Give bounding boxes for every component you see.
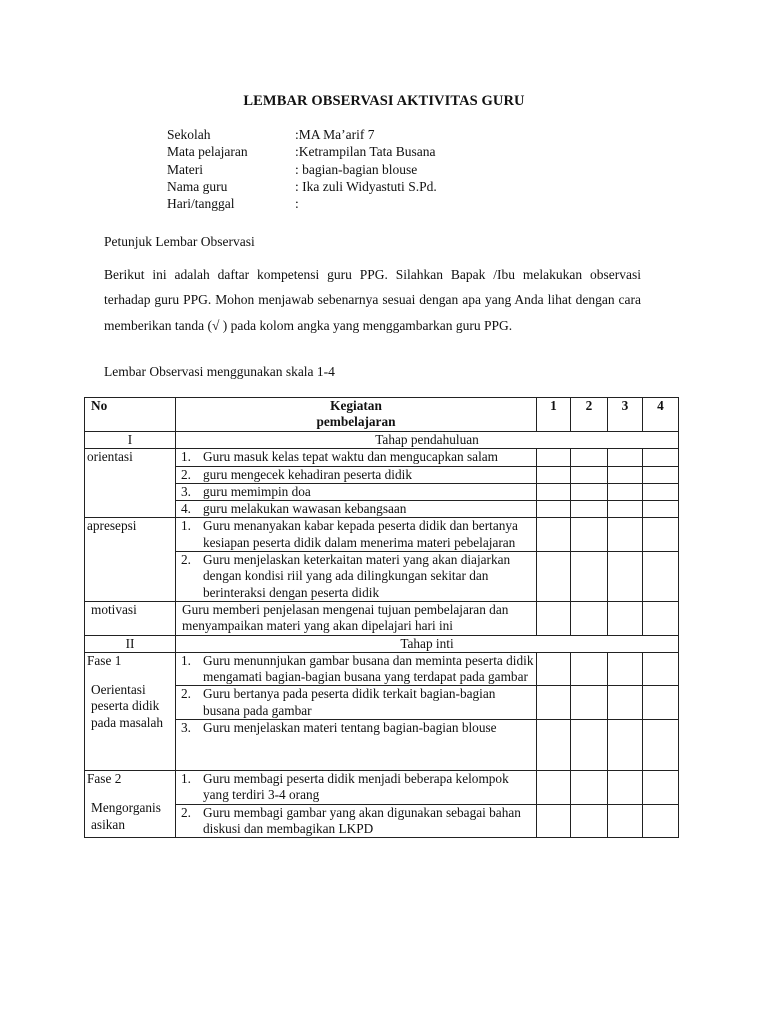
score-cell[interactable] [608, 449, 643, 466]
header-kegiatan-line1: Kegiatan [330, 398, 382, 413]
header-kegiatan-line2: pembelajaran [316, 414, 396, 430]
stage-label: Tahap pendahuluan [176, 432, 679, 449]
score-cell[interactable] [537, 771, 571, 805]
header-score-4: 4 [643, 398, 679, 432]
info-value: : [295, 196, 299, 212]
score-cell[interactable] [537, 804, 571, 838]
activity-item [176, 771, 537, 805]
item-number: 1. [181, 652, 191, 668]
activity-item [176, 449, 537, 466]
item-text: Guru menjelaskan materi tentang bagian-bagian blouse [203, 720, 497, 736]
stage-label: Tahap inti [176, 635, 679, 652]
score-cell[interactable] [537, 552, 571, 602]
stage-number: I [85, 432, 176, 449]
score-cell[interactable] [643, 652, 679, 686]
info-label: Mata pelajaran [167, 144, 248, 160]
info-block [167, 126, 437, 212]
score-cell[interactable] [608, 466, 643, 483]
item-text: guru mengecek kehadiran peserta didik [203, 466, 412, 482]
item-text: Guru menjelaskan keterkaitan materi yang akan diajarkan dengan kondisi riil yang ada dilingkungan sekitar dan berinteraksi dengan peserta didik [203, 552, 511, 600]
info-value: : Ika zuli Widyastuti S.Pd. [295, 178, 437, 194]
score-cell[interactable] [608, 601, 643, 635]
header-score-1: 1 [537, 398, 571, 432]
table-row [85, 449, 679, 466]
item-text: Guru menunnjukan gambar busana dan meminta peserta didik mengamati bagian-bagian busana yang terdapat pada gambar [203, 652, 534, 685]
score-cell[interactable] [571, 449, 608, 466]
fase-title: Fase 2 [87, 771, 122, 787]
info-row-materi [167, 161, 437, 178]
info-row-sekolah [167, 126, 437, 143]
table-row [85, 518, 679, 552]
item-text: Guru masuk kelas tepat waktu dan mengucapkan salam [203, 449, 499, 465]
score-cell[interactable] [537, 720, 571, 771]
item-text: guru melakukan wawasan kebangsaan [203, 501, 407, 517]
score-cell[interactable] [537, 501, 571, 518]
score-cell[interactable] [571, 466, 608, 483]
score-cell[interactable] [571, 686, 608, 720]
score-cell[interactable] [643, 686, 679, 720]
item-number: 1. [181, 449, 191, 465]
item-number: 3. [181, 483, 191, 499]
info-label: Nama guru [167, 178, 228, 194]
score-cell[interactable] [643, 518, 679, 552]
score-cell[interactable] [608, 518, 643, 552]
score-cell[interactable] [571, 601, 608, 635]
activity-item [176, 804, 537, 838]
table-row [85, 601, 679, 635]
header-kegiatan [176, 398, 537, 432]
instructions-paragraph: Berikut ini adalah daftar kompetensi guru PPG. Silahkan Bapak /Ibu melakukan observasi terhadap guru PPG. Mohon menjawab sebenarnya sesuai dengan apa yang Anda lihat dengan cara memberikan tanda (√ ) pada kolom angka yang menggambarkan guru PPG. [104, 267, 641, 333]
activity-item [176, 720, 537, 771]
score-cell[interactable] [571, 483, 608, 500]
info-value: :Ketrampilan Tata Busana [295, 144, 436, 160]
scale-note: Lembar Observasi menggunakan skala 1-4 [104, 364, 335, 379]
item-text: guru memimpin doa [203, 483, 311, 499]
score-cell[interactable] [643, 483, 679, 500]
document-title: LEMBAR OBSERVASI AKTIVITAS GURU [243, 93, 525, 109]
info-row-guru [167, 178, 437, 195]
activity-item: Guru memberi penjelasan mengenai tujuan pembelajaran dan menyampaikan materi yang akan dipelajari hari ini [176, 601, 537, 635]
score-cell[interactable] [643, 601, 679, 635]
info-value: : bagian-bagian blouse [295, 161, 418, 177]
score-cell[interactable] [643, 466, 679, 483]
item-text: Guru menanyakan kabar kepada peserta didik dan bertanya kesiapan peserta didik dalam menerima materi pebelajaran [203, 518, 518, 550]
score-cell[interactable] [643, 804, 679, 838]
score-cell[interactable] [571, 518, 608, 552]
activity-item [176, 483, 537, 500]
instructions-heading: Petunjuk Lembar Observasi [104, 234, 255, 249]
score-cell[interactable] [571, 771, 608, 805]
activity-item [176, 652, 537, 686]
score-cell[interactable] [608, 771, 643, 805]
score-cell[interactable] [571, 501, 608, 518]
activity-item [176, 552, 537, 602]
info-label: Sekolah [167, 127, 211, 142]
section-label-apresepsi: apresepsi [85, 518, 176, 601]
score-cell[interactable] [537, 449, 571, 466]
item-text: Guru membagi peserta didik menjadi beberapa kelompok yang terdiri 3-4 orang [203, 771, 509, 803]
activity-item [176, 466, 537, 483]
score-cell[interactable] [608, 483, 643, 500]
item-number: 3. [181, 720, 191, 736]
activity-item [176, 686, 537, 720]
score-cell[interactable] [537, 466, 571, 483]
activity-item [176, 501, 537, 518]
fase-subtitle: Oerientasi peserta didik pada masalah [91, 682, 163, 730]
score-cell[interactable] [643, 449, 679, 466]
score-cell[interactable] [571, 720, 608, 771]
section-label-motivasi: motivasi [85, 601, 176, 635]
info-label: Materi [167, 161, 203, 177]
score-cell[interactable] [537, 601, 571, 635]
score-cell[interactable] [643, 501, 679, 518]
stage-row-pendahuluan [85, 432, 679, 449]
score-cell[interactable] [608, 501, 643, 518]
header-score-2: 2 [571, 398, 608, 432]
item-text: Guru membagi gambar yang akan digunakan sebagai bahan diskusi dan membagikan LKPD [203, 804, 521, 836]
score-cell[interactable] [571, 552, 608, 602]
info-value: :MA Ma’arif 7 [295, 127, 375, 142]
item-number: 2. [181, 552, 191, 568]
score-cell[interactable] [537, 483, 571, 500]
score-cell[interactable] [608, 720, 643, 771]
score-cell[interactable] [608, 552, 643, 602]
score-cell[interactable] [608, 686, 643, 720]
score-cell[interactable] [608, 652, 643, 686]
info-row-mapel [167, 143, 437, 160]
fase-title: Fase 1 [87, 652, 122, 668]
item-number: 2. [181, 804, 191, 820]
section-label-fase2 [85, 771, 176, 838]
item-number: 2. [181, 466, 191, 482]
item-number: 1. [181, 518, 191, 534]
score-cell[interactable] [643, 720, 679, 771]
header-no: No [85, 398, 176, 432]
table-row [85, 771, 679, 805]
activity-item [176, 518, 537, 552]
score-cell[interactable] [537, 518, 571, 552]
header-score-3: 3 [608, 398, 643, 432]
stage-row-inti [85, 635, 679, 652]
section-label-orientasi: orientasi [85, 449, 176, 518]
table-row [85, 652, 679, 686]
item-number: 1. [181, 771, 191, 787]
info-row-tanggal [167, 195, 437, 212]
score-cell[interactable] [608, 804, 643, 838]
item-number: 4. [181, 501, 191, 517]
section-label-fase1 [85, 652, 176, 770]
score-cell[interactable] [643, 552, 679, 602]
score-cell[interactable] [571, 652, 608, 686]
item-number: 2. [181, 686, 191, 702]
item-text: Guru bertanya pada peserta didik terkait bagian-bagian busana pada gambar [203, 686, 496, 718]
score-cell[interactable] [571, 804, 608, 838]
stage-number: II [85, 635, 176, 652]
fase-subtitle: Mengorganis asikan [91, 800, 161, 832]
table-header-row [85, 398, 679, 432]
observation-table [84, 397, 679, 838]
info-label: Hari/tanggal [167, 196, 235, 212]
score-cell[interactable] [643, 771, 679, 805]
score-cell[interactable] [537, 652, 571, 686]
score-cell[interactable] [537, 686, 571, 720]
